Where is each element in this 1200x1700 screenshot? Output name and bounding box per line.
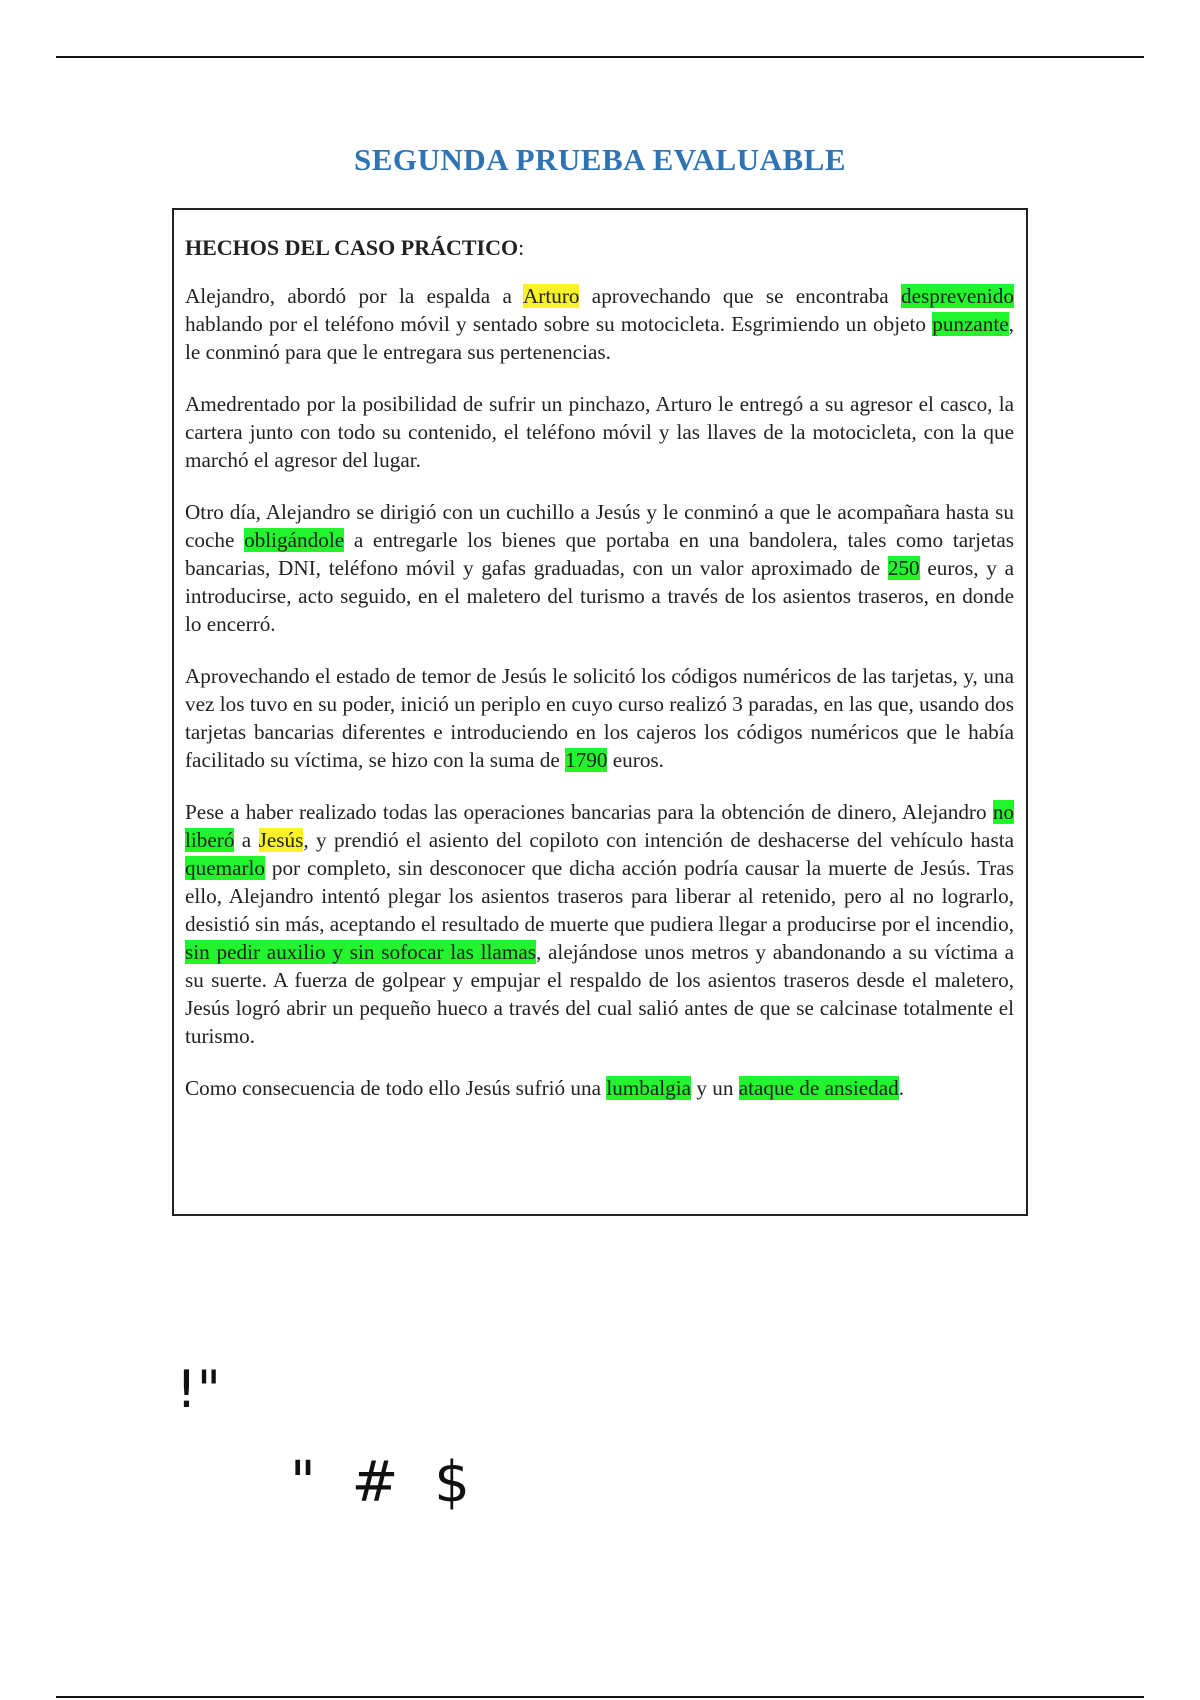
p1-text-4: , le conminó para que le entregara sus pertenencias.: [185, 312, 1014, 364]
highlight-lumbalgia: lumbalgia: [606, 1076, 692, 1100]
paragraph-3: [185, 498, 1014, 638]
highlight-obligandole: obligándole: [244, 528, 345, 552]
stray-glyphs-line-1: !": [176, 1360, 221, 1420]
paragraph-2: Amedrentado por la posibilidad de sufrir un pinchazo, Arturo le entregó a su agresor el casco, la cartera junto con todo su contenido, el teléfono móvil y las llaves de la motocicleta, con la que marchó el agresor del lugar.: [185, 392, 1014, 472]
p6-text-1: Como consecuencia de todo ello Jesús sufrió una: [185, 1076, 607, 1100]
p5-text-4: por completo, sin desconocer que dicha acción podría causar la muerte de Jesús. Tras ello, Alejandro intentó plegar los asientos traseros para liberar al retenido, pero al no lograrlo, desistió sin más, aceptando el resultado de muerte que pudiera llegar a producirse por el incendio,: [185, 856, 1014, 936]
p4-text-1: Aprovechando el estado de temor de Jesús le solicitó los códigos numéricos de las tarjetas, y, una vez los tuvo en su poder, inició un periplo en cuyo curso realizó 3 paradas, en las que, usando dos tarjetas bancarias diferentes e introduciendo en los cajeros los códigos numéricos que le había facilitado su víctima, se hizo con la suma de: [185, 664, 1014, 772]
highlight-arturo: Arturo: [522, 284, 580, 308]
paragraph-5: [185, 798, 1014, 1050]
highlight-1790: 1790: [565, 748, 608, 772]
paragraph-4: [185, 662, 1014, 774]
top-rule: [56, 56, 1144, 58]
highlight-250: 250: [887, 556, 920, 580]
p5-text-3: , y prendió el asiento del copiloto con intención de deshacerse del vehículo hasta: [303, 828, 1014, 852]
paragraph-6: [185, 1074, 1014, 1102]
p3-text-3: euros, y a introducirse, acto seguido, en el maletero del turismo a través de los asientos traseros, en donde lo encerró.: [185, 556, 1014, 636]
case-heading-text: HECHOS DEL CASO PRÁCTICO: [185, 235, 519, 260]
p6-text-2: y un: [691, 1076, 739, 1100]
p6-text-3: .: [898, 1076, 905, 1100]
p1-text-1: Alejandro, abordó por la espalda a: [185, 284, 523, 308]
paragraph-1: [185, 282, 1014, 366]
case-heading-colon: :: [518, 235, 525, 260]
p1-text-2: aprovechando que se encontraba: [579, 284, 902, 308]
highlight-punzante: punzante: [932, 312, 1009, 336]
highlight-no-libero: no liberó: [185, 800, 1014, 852]
page-title: SEGUNDA PRUEBA EVALUABLE: [353, 142, 847, 177]
bottom-rule: [56, 1696, 1144, 1698]
stray-glyphs-line-2: " # $: [290, 1450, 470, 1515]
p1-text-3: hablando por el teléfono móvil y sentado sobre su motocicleta. Esgrimiendo un objeto: [185, 312, 933, 336]
case-facts-box: [172, 208, 1028, 1216]
p5-text-1: Pese a haber realizado todas las operaciones bancarias para la obtención de dinero, Alejandro: [185, 800, 993, 824]
highlight-desprevenido: desprevenido: [901, 284, 1014, 308]
highlight-ataque-de-ansiedad: ataque de ansiedad: [738, 1076, 899, 1100]
highlight-sin-pedir-auxilio: sin pedir auxilio y sin sofocar las llamas: [185, 940, 536, 964]
highlight-jesus: Jesús: [258, 828, 304, 852]
p5-text-5: , alejándose unos metros y abandonando a su víctima a su suerte. A fuerza de golpear y empujar el respaldo de los asientos traseros desde el maletero, Jesús logró abrir un pequeño hueco a través del cual salió antes de que se calcinase totalmente el turismo.: [185, 940, 1014, 1048]
p5-text-2: a: [234, 828, 259, 852]
highlight-quemarlo: quemarlo: [185, 856, 266, 880]
case-heading: [185, 234, 1014, 262]
p3-text-1: Otro día, Alejandro se dirigió con un cuchillo a Jesús y le conminó a que le acompañara hasta su coche: [185, 500, 1014, 552]
p4-text-2: euros.: [607, 748, 664, 772]
p3-text-2: a entregarle los bienes que portaba en una bandolera, tales como tarjetas bancarias, DNI, teléfono móvil y gafas graduadas, con un valor aproximado de: [185, 528, 1014, 580]
